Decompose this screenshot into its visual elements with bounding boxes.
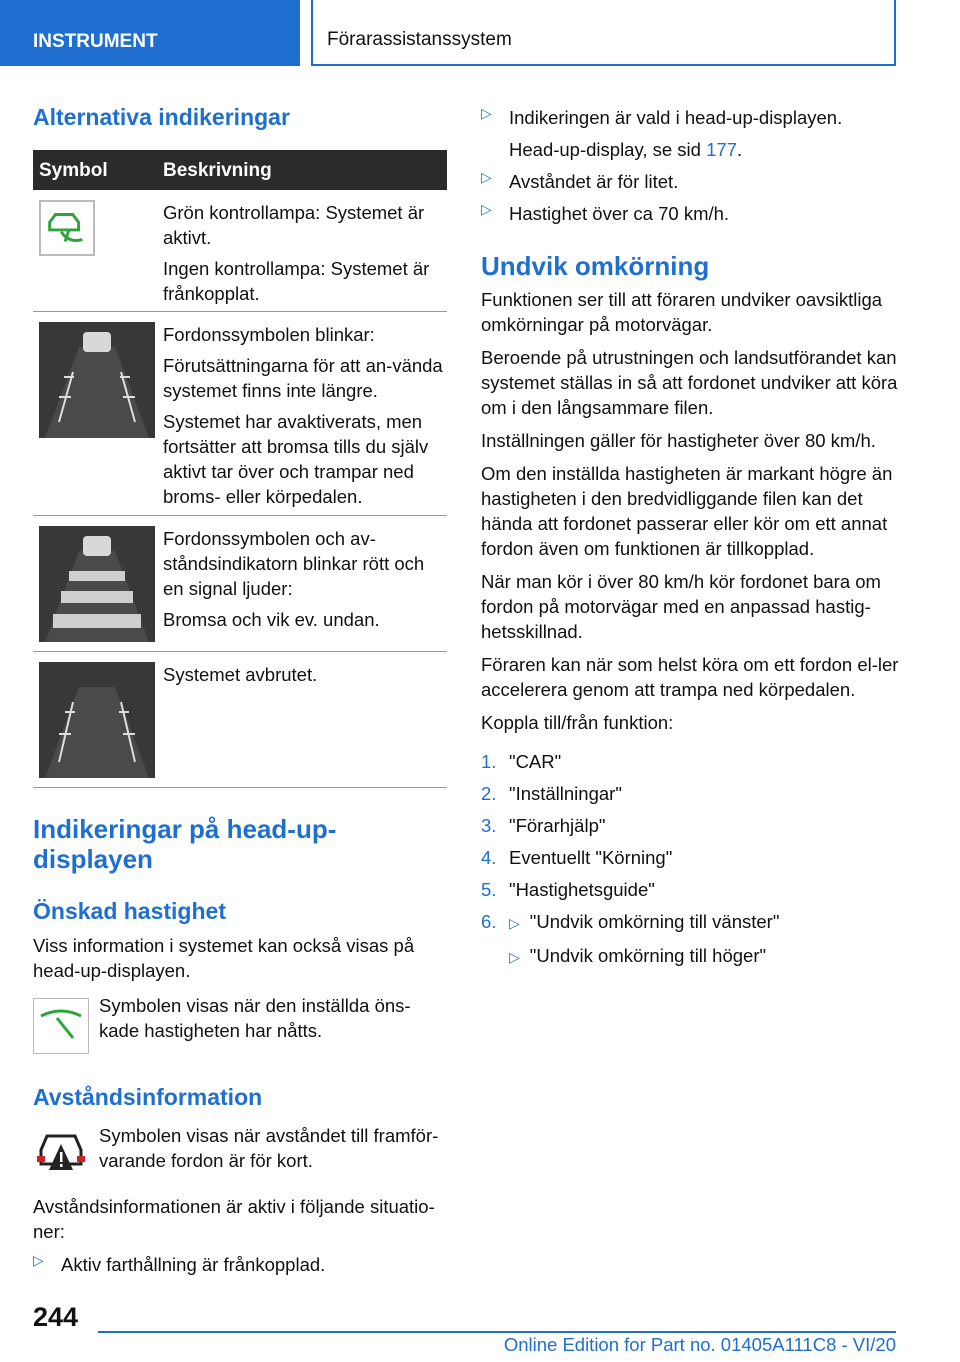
list-item: 3. "Förarhjälp" bbox=[481, 815, 606, 836]
paragraph: Beroende på utrustningen och landsutförandet kan systemet ställas in så att fordonet undviker att köra om i den långsammare filen. bbox=[481, 347, 898, 418]
avoid-body bbox=[481, 287, 901, 977]
road-distance-warning-icon bbox=[39, 526, 155, 642]
triangle-bullet-icon: ▷ bbox=[481, 169, 492, 185]
list-item: 2. "Inställningar" bbox=[481, 783, 622, 804]
page-link[interactable]: 177 bbox=[706, 139, 737, 160]
triangle-bullet-icon: ▷ bbox=[481, 105, 492, 121]
triangle-bullet-icon: ▷ bbox=[481, 201, 492, 217]
paragraph: Koppla till/från funktion: bbox=[481, 712, 674, 733]
symbol-table bbox=[33, 150, 447, 788]
heading-speed: Önskad hastighet bbox=[33, 898, 226, 924]
list-item: 1. "CAR" bbox=[481, 751, 562, 772]
acc-lamp-green-icon bbox=[39, 200, 95, 256]
desc-line: Fordonssymbolen och av-ståndsindikatorn blinkar rött och en signal ljuder: bbox=[163, 528, 425, 599]
table-row bbox=[33, 190, 447, 312]
triangle-bullet-icon: ▷ bbox=[509, 915, 520, 931]
chapter-title: Förarassistanssystem bbox=[311, 0, 896, 66]
list-item: 4. Eventuellt "Körning" bbox=[481, 847, 673, 868]
list-item: ▷ "Undvik omkörning till höger" bbox=[509, 945, 767, 966]
paragraph: När man kör i över 80 km/h kör fordonet bara om fordon på motorvägar med en anpassad hastig-hetsskillnad. bbox=[481, 571, 881, 642]
list-item: ▷ Avståndet är för litet. bbox=[481, 169, 679, 192]
road-symbol bbox=[39, 322, 155, 443]
table-header bbox=[33, 150, 447, 190]
list-item: ▷ Aktiv farthållning är frånkopplad. bbox=[33, 1252, 326, 1275]
heading-avoid: Undvik omkörning bbox=[481, 251, 710, 281]
road-vehicle-blink-icon bbox=[39, 322, 155, 438]
page-header bbox=[0, 0, 960, 66]
road-symbol bbox=[39, 526, 155, 647]
triangle-bullet-icon: ▷ bbox=[509, 949, 520, 965]
list-item: ▷ Hastighet över ca 70 km/h. bbox=[481, 201, 730, 224]
list-item: ▷ Indikeringen är vald i head-up-displayen. Head-up-display, se sid 177. bbox=[481, 105, 901, 162]
desc-line: Bromsa och vik ev. undan. bbox=[163, 609, 380, 630]
desc-line: Systemet har avaktiverats, men fortsätter att bromsa tills du själv aktivt tar över och trampar ned broms- eller körpedalen. bbox=[163, 411, 429, 507]
heading-alternativa: Alternativa indikeringar bbox=[33, 104, 290, 130]
speed-symbol-text: Symbolen visas när den inställda öns-kade hastigheten har nåtts. bbox=[99, 995, 411, 1041]
hud-reference: Head-up-display, se sid 177. bbox=[509, 139, 743, 160]
speed-reached-icon bbox=[33, 998, 89, 1054]
heading-hud: Indikeringar på head-up-displayen bbox=[33, 814, 337, 874]
lamp-symbol bbox=[39, 200, 95, 261]
paragraph: Föraren kan när som helst köra om ett fordon el-ler accelerera genom att trampa ned körpedalen. bbox=[481, 654, 899, 700]
road-symbol bbox=[39, 662, 155, 783]
edition-text: Online Edition for Part no. 01405A111C8 - VI/20 bbox=[503, 1334, 896, 1355]
desc-line: Ingen kontrollampa: Systemet är frånkopplat. bbox=[163, 258, 430, 304]
table-row bbox=[33, 652, 447, 788]
section-tab: INSTRUMENT bbox=[0, 0, 300, 66]
desc-line: Grön kontrollampa: Systemet är aktivt. bbox=[163, 202, 425, 248]
paragraph: Funktionen ser till att föraren undviker oavsiktliga omkörningar på motorvägar. bbox=[481, 289, 883, 335]
col-desc: Beskrivning bbox=[163, 160, 272, 181]
desc-line: Fordonssymbolen blinkar: bbox=[163, 324, 375, 345]
speed-intro: Viss information i systemet kan också visas på head-up-displayen. bbox=[33, 935, 415, 981]
heading-distance: Avståndsinformation bbox=[33, 1084, 263, 1110]
col-symbol: Symbol bbox=[39, 160, 108, 181]
distance-warning-icon bbox=[33, 1126, 89, 1176]
distance-symbol-text: Symbolen visas när avståndet till framför-varande fordon är för kort. bbox=[99, 1125, 439, 1171]
footer-divider bbox=[98, 1331, 896, 1333]
distance-active: Avståndsinformationen är aktiv i följande situatio-ner: bbox=[33, 1196, 435, 1242]
table-row bbox=[33, 312, 447, 516]
road-system-cancelled-icon bbox=[39, 662, 155, 778]
steps-list bbox=[481, 749, 901, 970]
list-item: 6. ▷ "Undvik omkörning till vänster" bbox=[481, 911, 780, 932]
page-number: 244 bbox=[33, 1302, 79, 1332]
desc-line: Förutsättningarna för att an-vända systemet finns inte längre. bbox=[163, 355, 443, 401]
triangle-bullet-icon: ▷ bbox=[33, 1252, 44, 1268]
paragraph: Inställningen gäller för hastigheter över 80 km/h. bbox=[481, 430, 876, 451]
desc-line: Systemet avbrutet. bbox=[163, 664, 318, 685]
list-item: 5. "Hastighetsguide" bbox=[481, 879, 655, 900]
paragraph: Om den inställda hastigheten är markant högre än hastigheten i den bredvidliggande filen kan det hända att fordonet passerar eller kör om ett annat fordon även om funktionen är tillkopplad. bbox=[481, 463, 893, 559]
table-row bbox=[33, 516, 447, 652]
